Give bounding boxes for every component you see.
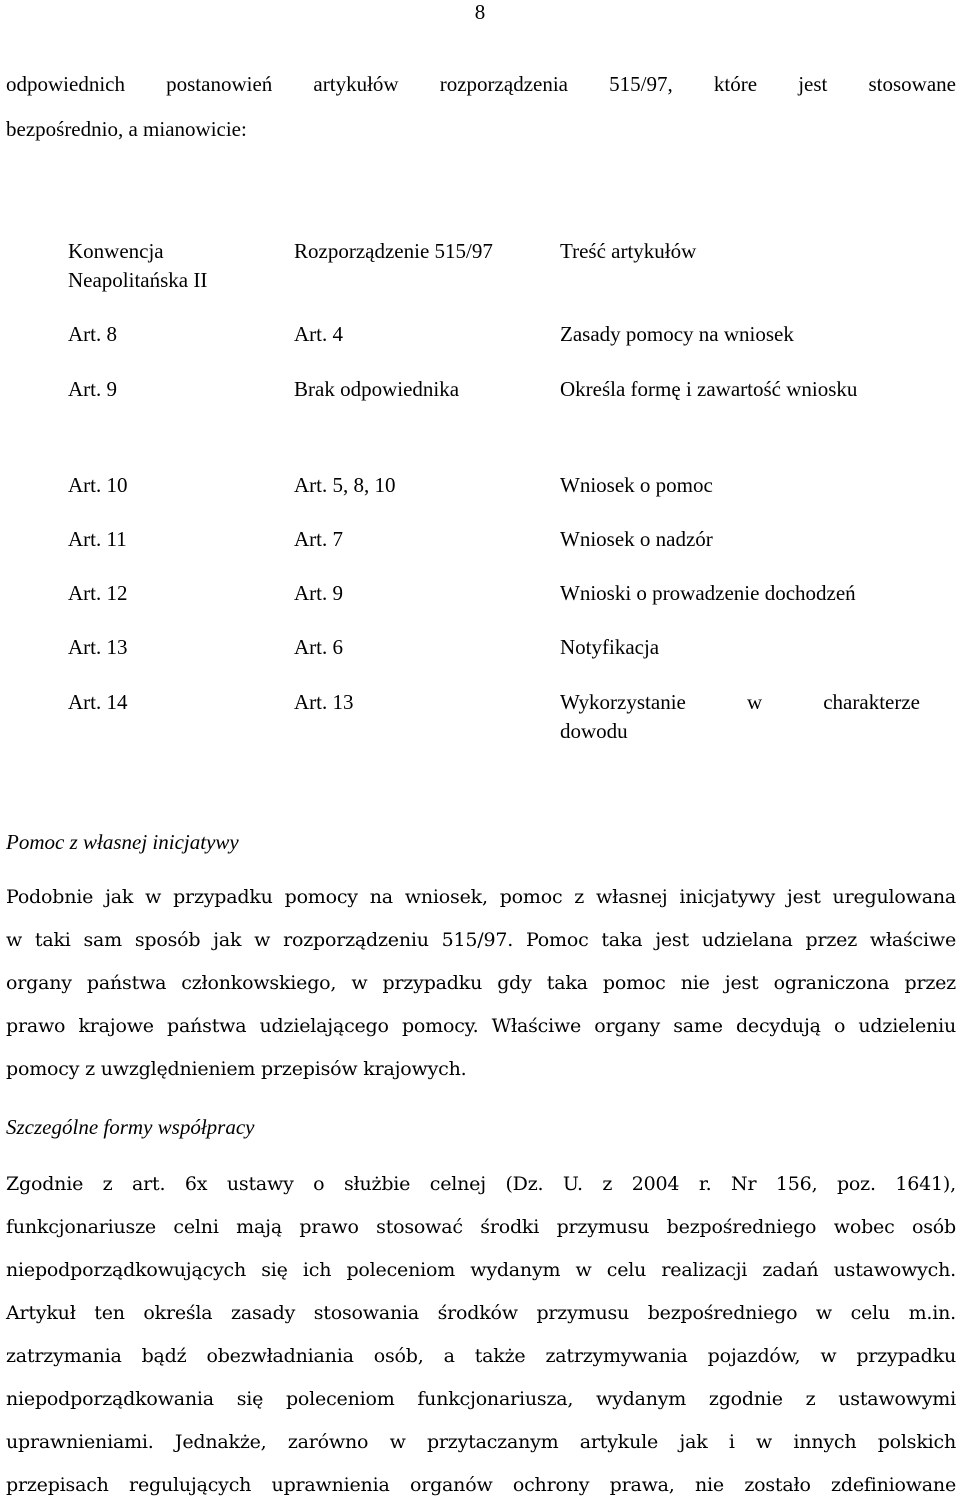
- cell-konwencja: Art. 13: [68, 635, 128, 659]
- cell-rozporzadzenie: Art. 5, 8, 10: [294, 473, 396, 497]
- cell-tresc: Określa formę i zawartość wniosku: [560, 377, 858, 401]
- paragraph-line: funkcjonariusze celni mają prawo stosować środki przymusu bezpośredniego wobec osób: [6, 1216, 956, 1238]
- paragraph-line: niepodporządkowania się poleceniom funkcjonariusza, wydanym zgodnie z ustawowymi: [6, 1388, 956, 1410]
- paragraph-line: zatrzymania bądź obezwładniania osób, a także zatrzymywania pojazdów, w przypadku: [6, 1345, 956, 1367]
- section-heading: Pomoc z własnej inicjatywy: [6, 830, 239, 854]
- paragraph-line: pomocy z uwzględnieniem przepisów krajowych.: [6, 1058, 467, 1080]
- cell-rozporzadzenie: Art. 13: [294, 690, 354, 714]
- cell-tresc: Wniosek o nadzór: [560, 527, 713, 551]
- cell-tresc: Zasady pomocy na wniosek: [560, 322, 794, 346]
- paragraph-line: organy państwa członkowskiego, w przypadku gdy taka pomoc nie jest ograniczona przez: [6, 972, 956, 994]
- cell-konwencja: Art. 10: [68, 473, 128, 497]
- cell-rozporzadzenie: Art. 7: [294, 527, 343, 551]
- cell-tresc: Notyfikacja: [560, 635, 660, 659]
- section-heading: Szczególne formy współpracy: [6, 1115, 255, 1139]
- section-paragraph: [6, 876, 956, 1091]
- cell-konwencja: Art. 14: [68, 690, 128, 714]
- cell-tresc: Wnioski o prowadzenie dochodzeń: [560, 581, 856, 605]
- paragraph-line: prawo krajowe państwa udzielającego pomocy. Właściwe organy same decydują o udzieleniu: [6, 1015, 956, 1037]
- cell-konwencja: Art. 11: [68, 527, 127, 551]
- intro-paragraph: [6, 62, 956, 152]
- section-paragraph: [6, 1163, 956, 1507]
- header-rozporzadzenie: Rozporządzenie 515/97: [294, 239, 493, 263]
- cell-rozporzadzenie: Brak odpowiednika: [294, 377, 460, 401]
- cell-rozporzadzenie: Art. 4: [294, 322, 343, 346]
- cell-rozporzadzenie: Art. 9: [294, 581, 343, 605]
- intro-line: odpowiednich postanowień artykułów rozporządzenia 515/97, które jest stosowane: [6, 72, 956, 96]
- cell-tresc: Wykorzystanie w charakterze dowodu: [560, 690, 920, 743]
- header-konwencja: Konwencja Neapolitańska II: [68, 239, 208, 292]
- cell-konwencja: Art. 8: [68, 322, 117, 346]
- cell-konwencja: Art. 12: [68, 581, 128, 605]
- header-tresc: Treść artykułów: [560, 239, 697, 263]
- intro-line: bezpośrednio, a mianowicie:: [6, 117, 247, 141]
- cell-rozporzadzenie: Art. 6: [294, 635, 343, 659]
- paragraph-line: przepisach regulujących uprawnienia organów ochrony prawa, nie zostało zdefiniowane: [6, 1474, 956, 1496]
- cell-tresc: Wniosek o pomoc: [560, 473, 713, 497]
- cell-konwencja: Art. 9: [68, 377, 117, 401]
- page-number: 8: [474, 0, 486, 24]
- paragraph-line: w taki sam sposób jak w rozporządzeniu 515/97. Pomoc taka jest udzielana przez właściwe: [6, 929, 956, 951]
- paragraph-line: uprawnieniami. Jednakże, zarówno w przytaczanym artykule jak i w innych polskich: [6, 1431, 956, 1453]
- paragraph-line: Podobnie jak w przypadku pomocy na wniosek, pomoc z własnej inicjatywy jest uregulowana: [6, 886, 956, 908]
- paragraph-line: niepodporządkowujących się ich poleceniom wydanym w celu realizacji zadań ustawowych.: [6, 1259, 956, 1281]
- paragraph-line: Artykuł ten określa zasady stosowania środków przymusu bezpośredniego w celu m.in.: [6, 1302, 956, 1324]
- paragraph-line: Zgodnie z art. 6x ustawy o służbie celnej (Dz. U. z 2004 r. Nr 156, poz. 1641),: [6, 1173, 956, 1195]
